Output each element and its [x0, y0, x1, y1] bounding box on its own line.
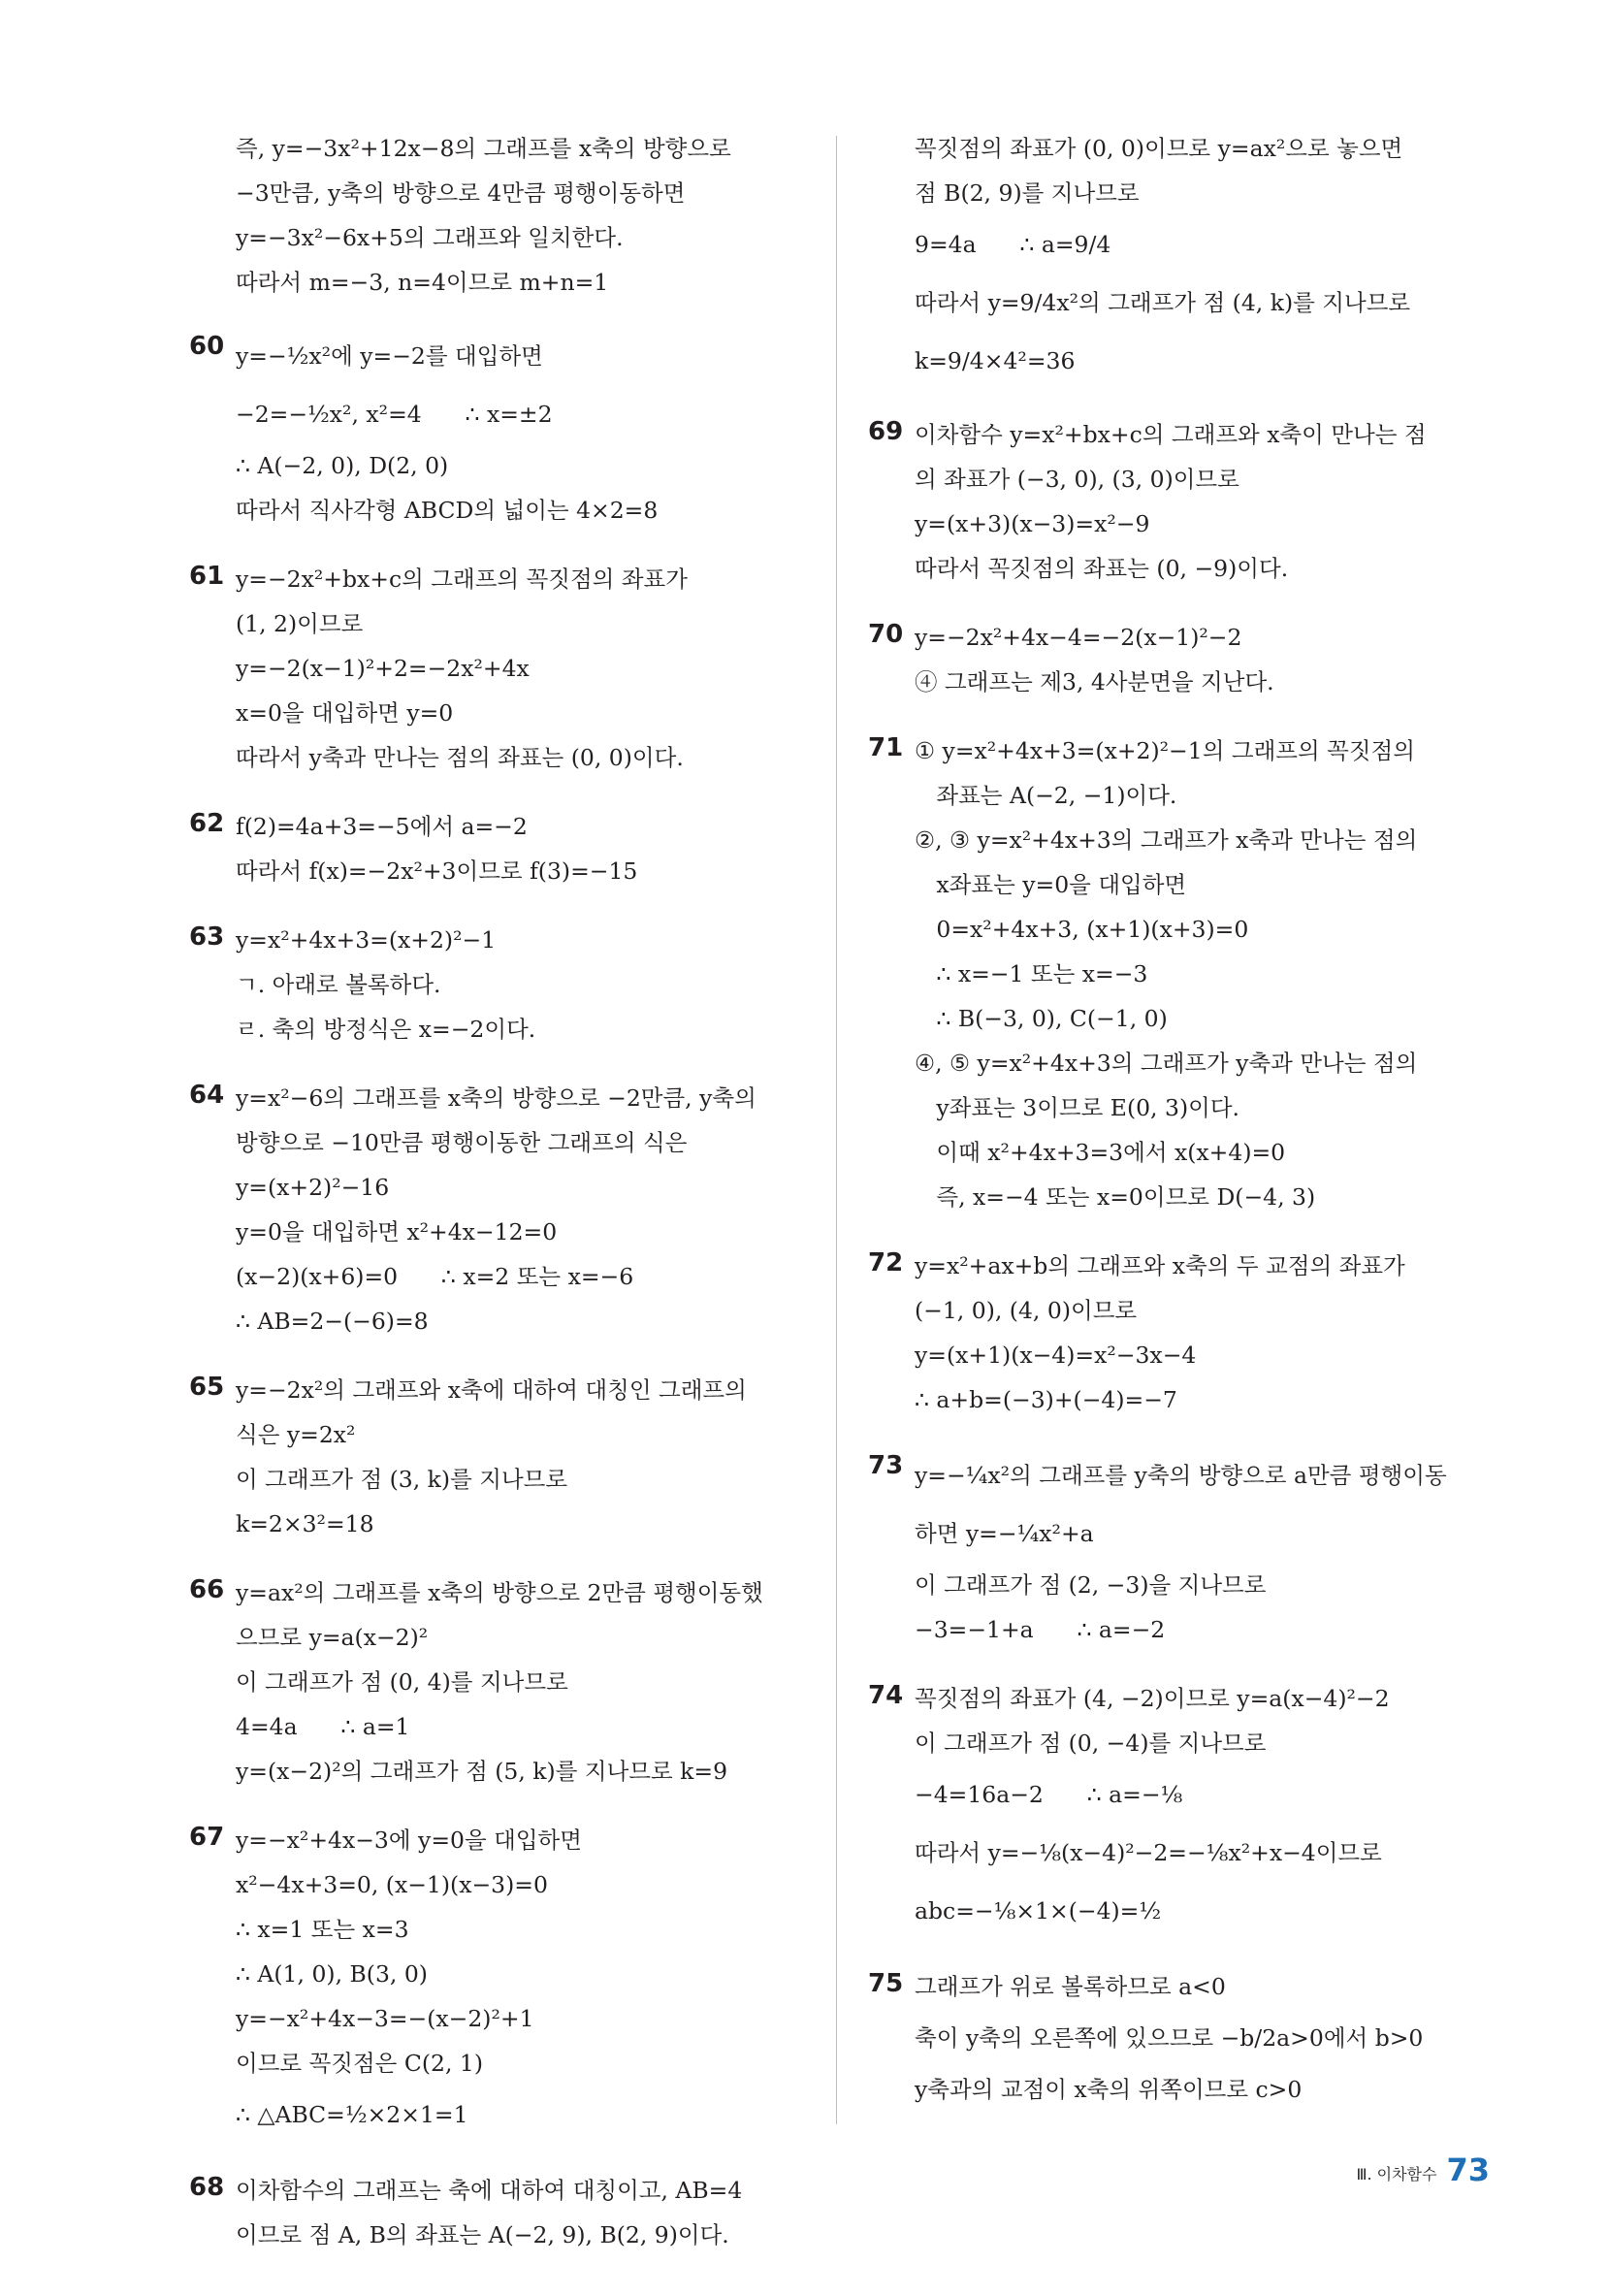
solution-62: [189, 804, 810, 893]
problem-number: 65: [189, 1373, 225, 1402]
solution-line: ㄹ. 축의 방정식은 x=−2이다.: [236, 1016, 536, 1043]
solution-line: y축과의 교점이 x축의 위쪽이므로 c>0: [915, 2076, 1303, 2103]
solution-line: ㄱ. 아래로 볼록하다.: [236, 971, 441, 998]
solution-line: 따라서 직사각형 ABCD의 넓이는 4×2=8: [236, 497, 659, 524]
solution-line: y=−2(x−1)²+2=−2x²+4x: [236, 655, 530, 682]
solution-line: 하면 y=−¼x²+a: [915, 1520, 1094, 1547]
solution-line: 9=4a ∴ a=9/4: [915, 231, 1111, 258]
solution-line: y좌표는 3이므로 E(0, 3)이다.: [915, 1094, 1239, 1121]
solution-line: ∴ B(−3, 0), C(−1, 0): [915, 1005, 1168, 1032]
solution-line: y=−2x²+4x−4=−2(x−1)²−2: [915, 624, 1242, 651]
solution-line: k=2×3²=18: [236, 1510, 374, 1537]
solution-line: (x−2)(x+6)=0 ∴ x=2 또는 x=−6: [236, 1263, 634, 1290]
problem-number: 68: [189, 2173, 225, 2202]
solution-line: f(2)=4a+3=−5에서 a=−2: [236, 813, 528, 840]
solution-line: 식은 y=2x²: [236, 1421, 356, 1448]
solution-61: [189, 557, 810, 780]
solution-line: y=−3x²−6x+5의 그래프와 일치한다.: [236, 224, 624, 251]
solution-line: y=−x²+4x−3에 y=0을 대입하면: [236, 1827, 582, 1854]
solution-line: y=(x+2)²−16: [236, 1174, 390, 1201]
solution-75: [868, 1964, 1494, 2112]
solution-66: [189, 1570, 810, 1794]
column-divider: [836, 136, 837, 2124]
solution-line: 방향으로 −10만큼 평행이동한 그래프의 식은: [236, 1129, 688, 1156]
solution-line: ∴ a+b=(−3)+(−4)=−7: [915, 1386, 1177, 1413]
solution-line: ②, ③ y=x²+4x+3의 그래프가 x축과 만나는 점의: [915, 826, 1418, 854]
solution-line: y=ax²의 그래프를 x축의 방향으로 2만큼 평행이동했: [236, 1579, 763, 1606]
page-footer: [1356, 2151, 1490, 2188]
solution-line: 꼭짓점의 좌표가 (4, −2)이므로 y=a(x−4)²−2: [915, 1685, 1390, 1712]
solution-line: 4=4a ∴ a=1: [236, 1713, 410, 1740]
solution-line: 따라서 y축과 만나는 점의 좌표는 (0, 0)이다.: [236, 744, 684, 771]
solution-line: 따라서 y=−⅛(x−4)²−2=−⅛x²+x−4이므로: [915, 1839, 1382, 1866]
problem-number: 63: [189, 922, 225, 952]
solution-72: [868, 1244, 1494, 1422]
solution-line: y=−x²+4x−3=−(x−2)²+1: [236, 2005, 534, 2032]
solution-line: 축이 y축의 오른쪽에 있으므로 −b/2a>0에서 b>0: [915, 2024, 1424, 2052]
problem-number: 72: [868, 1248, 904, 1277]
solution-line: ∴ AB=2−(−6)=8: [236, 1308, 429, 1335]
solution-line: 따라서 m=−3, n=4이므로 m+n=1: [236, 269, 609, 296]
solution-line: ④, ⑤ y=x²+4x+3의 그래프가 y축과 만나는 점의: [915, 1050, 1418, 1077]
problem-number: 74: [868, 1681, 904, 1710]
solution-line: x=0을 대입하면 y=0: [236, 699, 454, 727]
solution-line: 점 B(2, 9)를 지나므로: [915, 179, 1140, 207]
problem-number: 75: [868, 1969, 904, 1998]
solution-line: ∴ x=1 또는 x=3: [236, 1916, 409, 1943]
solution-line: y=x²+ax+b의 그래프와 x축의 두 교점의 좌표가: [915, 1252, 1405, 1279]
solution-line: y=x²+4x+3=(x+2)²−1: [236, 926, 497, 954]
solution-line: (1, 2)이므로: [236, 610, 364, 637]
solution-64: [189, 1076, 810, 1343]
solution-line: −3만큼, y축의 방향으로 4만큼 평행이동하면: [236, 179, 686, 207]
solution-line: 좌표는 A(−2, −1)이다.: [915, 782, 1177, 809]
solution-line: y=−¼x²의 그래프를 y축의 방향으로 a만큼 평행이동: [915, 1462, 1447, 1489]
solution-line: 이 그래프가 점 (3, k)를 지나므로: [236, 1466, 568, 1493]
solution-continued: [189, 126, 810, 305]
solution-71: [868, 728, 1494, 1219]
problem-number: 70: [868, 620, 904, 649]
solution-line: 따라서 y=9/4x²의 그래프가 점 (4, k)를 지나므로: [915, 289, 1411, 316]
solution-line: 이므로 꼭짓점은 C(2, 1): [236, 2050, 484, 2077]
solution-line: ∴ △ABC=½×2×1=1: [236, 2101, 468, 2128]
solution-65: [189, 1368, 810, 1546]
solution-line: 이차함수 y=x²+bx+c의 그래프와 x축이 만나는 점: [915, 421, 1427, 448]
solution-line: x²−4x+3=0, (x−1)(x−3)=0: [236, 1871, 548, 1898]
section-label: Ⅲ. 이차함수: [1356, 2165, 1437, 2183]
solution-line: ∴ A(1, 0), B(3, 0): [236, 1960, 428, 1988]
solution-73: [868, 1446, 1494, 1652]
problem-number: 62: [189, 809, 225, 838]
solution-line: 이때 x²+4x+3=3에서 x(x+4)=0: [915, 1139, 1286, 1166]
solution-line: 그래프가 위로 볼록하므로 a<0: [915, 1973, 1226, 2000]
problem-number: 67: [189, 1823, 225, 1852]
problem-number: 60: [189, 332, 225, 361]
solution-line: 이 그래프가 점 (0, −4)를 지나므로: [915, 1730, 1267, 1757]
left-column: [189, 126, 810, 2281]
solution-line: 따라서 꼭짓점의 좌표는 (0, −9)이다.: [915, 555, 1289, 582]
solution-line: −2=−½x², x²=4 ∴ x=±2: [236, 401, 553, 428]
solution-line: y=(x−2)²의 그래프가 점 (5, k)를 지나므로 k=9: [236, 1758, 728, 1785]
problem-number: 73: [868, 1451, 904, 1480]
solution-line: ① y=x²+4x+3=(x+2)²−1의 그래프의 꼭짓점의: [915, 737, 1415, 764]
solution-line: 꼭짓점의 좌표가 (0, 0)이므로 y=ax²으로 놓으면: [915, 135, 1403, 162]
right-column: [868, 126, 1494, 2136]
solution-line: ∴ x=−1 또는 x=−3: [915, 960, 1148, 987]
problem-number: 69: [868, 417, 904, 446]
problem-number: 71: [868, 733, 904, 762]
solution-line: ∴ A(−2, 0), D(2, 0): [236, 452, 449, 479]
solution-line: abc=−⅛×1×(−4)=½: [915, 1897, 1162, 1924]
problem-number: 61: [189, 562, 225, 591]
solution-70: [868, 615, 1494, 704]
solution-continued: [868, 126, 1494, 390]
solution-line: y=(x+1)(x−4)=x²−3x−4: [915, 1342, 1197, 1369]
solution-line: 으므로 y=a(x−2)²: [236, 1624, 429, 1651]
solution-line: 이차함수의 그래프는 축에 대하여 대칭이고, AB=4: [236, 2177, 743, 2204]
solution-74: [868, 1676, 1494, 1940]
solution-line: 이므로 점 A, B의 좌표는 A(−2, 9), B(2, 9)이다.: [236, 2221, 729, 2248]
solution-63: [189, 918, 810, 1051]
page-number: 73: [1446, 2151, 1490, 2188]
solution-line: y=−½x²에 y=−2를 대입하면: [236, 342, 543, 370]
solution-line: −3=−1+a ∴ a=−2: [915, 1616, 1166, 1643]
solution-line: y=−2x²의 그래프와 x축에 대하여 대칭인 그래프의: [236, 1376, 747, 1404]
solution-line: 즉, x=−4 또는 x=0이므로 D(−4, 3): [915, 1183, 1316, 1211]
solution-68: [189, 2168, 810, 2257]
solution-line: 의 좌표가 (−3, 0), (3, 0)이므로: [915, 466, 1239, 493]
solution-line: 따라서 f(x)=−2x²+3이므로 f(3)=−15: [236, 857, 638, 885]
solution-line: 0=x²+4x+3, (x+1)(x+3)=0: [915, 916, 1249, 943]
solution-line: y=(x+3)(x−3)=x²−9: [915, 510, 1150, 537]
problem-number: 66: [189, 1575, 225, 1604]
solution-60: [189, 327, 810, 533]
solution-67: [189, 1818, 810, 2144]
problem-number: 64: [189, 1081, 225, 1110]
solution-line: k=9/4×4²=36: [915, 347, 1076, 374]
solution-line: y=−2x²+bx+c의 그래프의 꼭짓점의 좌표가: [236, 566, 688, 593]
solution-line: (−1, 0), (4, 0)이므로: [915, 1297, 1138, 1324]
solution-line: −4=16a−2 ∴ a=−⅛: [915, 1781, 1183, 1808]
solution-69: [868, 412, 1494, 591]
solution-line: y=x²−6의 그래프를 x축의 방향으로 −2만큼, y축의: [236, 1084, 756, 1112]
solution-line: ④ 그래프는 제3, 4사분면을 지난다.: [915, 668, 1274, 695]
solution-line: y=0을 대입하면 x²+4x−12=0: [236, 1218, 558, 1245]
solution-line: 이 그래프가 점 (0, 4)를 지나므로: [236, 1668, 568, 1696]
solution-line: x좌표는 y=0을 대입하면: [915, 871, 1187, 898]
solution-line: 즉, y=−3x²+12x−8의 그래프를 x축의 방향으로: [236, 135, 731, 162]
solution-line: 이 그래프가 점 (2, −3)을 지나므로: [915, 1571, 1267, 1599]
